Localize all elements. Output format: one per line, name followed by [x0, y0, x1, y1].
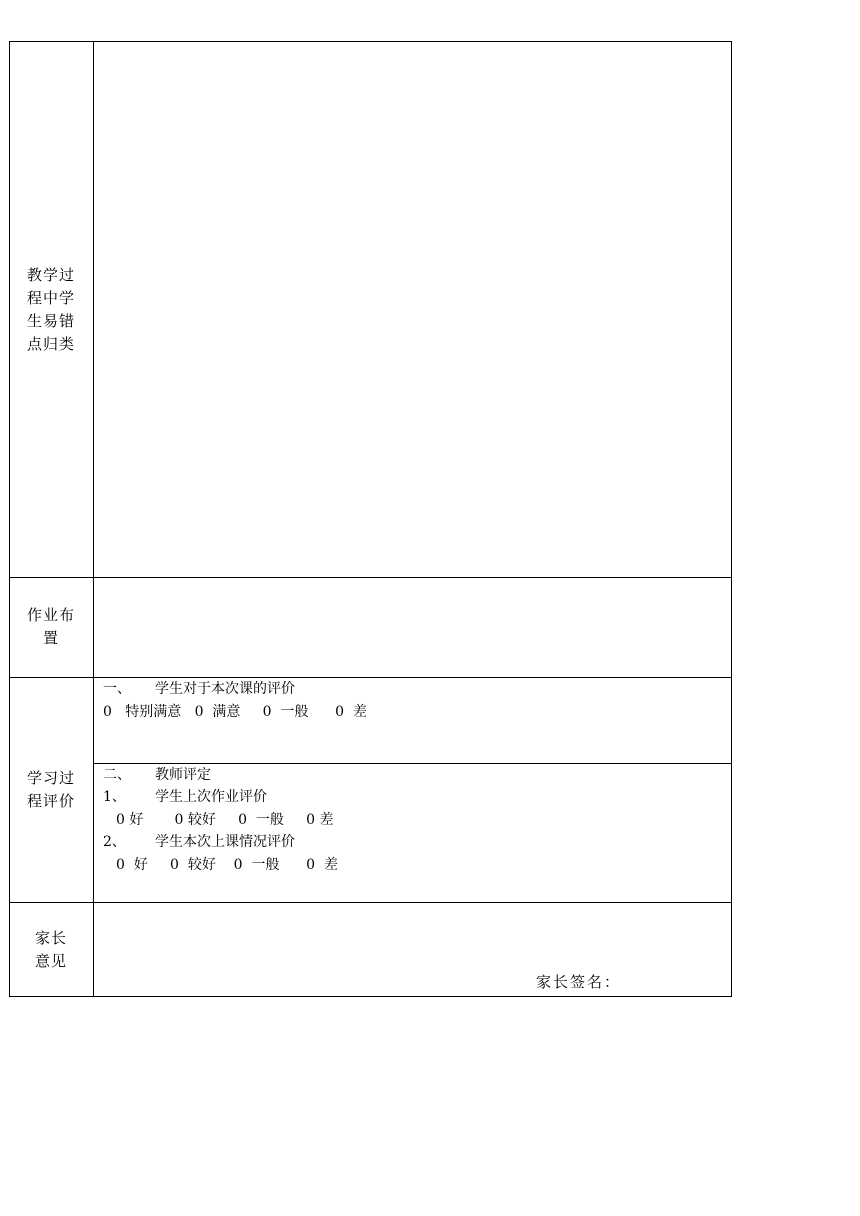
errors-row-label: [9, 264, 93, 356]
parent-signature-label: 家长签名：: [536, 973, 622, 991]
homework-eval-number: 1、: [103, 789, 126, 805]
teacher-eval-heading: 教师评定: [155, 767, 211, 783]
errors-label-line: 程中学: [26, 289, 75, 307]
evaluation-label-line: 学习过: [26, 769, 75, 787]
errors-label-line: 教学过: [26, 266, 75, 284]
student-eval-heading: 学生对于本次课的评价: [155, 681, 295, 697]
homework-eval-title: 学生上次作业评价: [155, 789, 267, 805]
student-eval-heading-number: 一、: [103, 681, 131, 697]
errors-content-cell[interactable]: [94, 42, 731, 577]
evaluation-row-label: [9, 767, 93, 813]
teacher-eval-heading-number: 二、: [103, 767, 131, 783]
class-eval-options[interactable]: 0 好 0 较好 0 一般 0 差: [116, 857, 338, 873]
parent-label-line: 家长: [34, 929, 67, 947]
homework-content-cell[interactable]: [94, 578, 731, 677]
homework-row-label: [9, 604, 93, 650]
errors-label-line: 生易错: [26, 312, 75, 330]
student-eval-options[interactable]: 0 特别满意 0 满意 0 一般 0 差: [103, 704, 367, 720]
parent-label-line: 意见: [34, 952, 67, 970]
class-eval-title: 学生本次上课情况评价: [155, 834, 295, 850]
homework-eval-options[interactable]: 0 好 0 较好 0 一般 0 差: [116, 812, 334, 828]
errors-label-line: 点归类: [26, 335, 75, 353]
parent-row-label: [9, 927, 93, 973]
homework-label-line: 作业布: [26, 606, 75, 624]
class-eval-number: 2、: [103, 834, 126, 850]
parent-opinion-cell[interactable]: [94, 903, 731, 996]
evaluation-label-line: 程评价: [26, 792, 75, 810]
homework-label-line: 置: [42, 629, 59, 647]
